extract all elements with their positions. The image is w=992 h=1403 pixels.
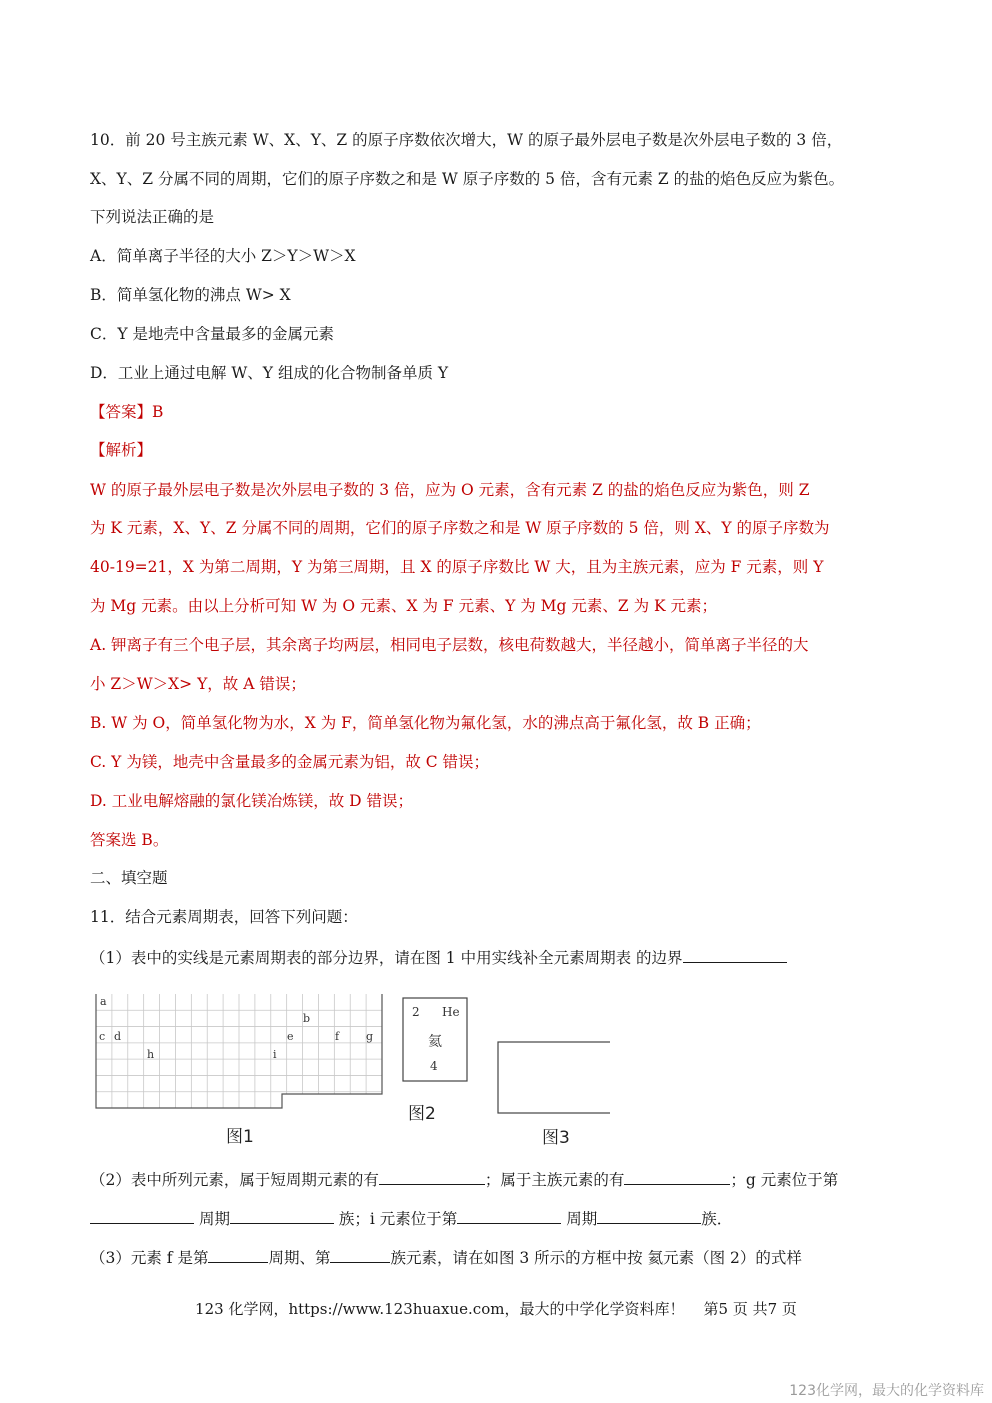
analysis-line-1: W 的原子最外层电子数是次外层电子数的 3 倍，应为 O 元素，含有元素 Z 的盐的焰色反应为紫色，则 Z bbox=[90, 481, 810, 499]
analysis-label: 【解析】 bbox=[90, 441, 153, 459]
answer-blank[interactable] bbox=[379, 1168, 485, 1185]
element-b: b bbox=[303, 1012, 311, 1025]
figure2-caption: 图2 bbox=[408, 1104, 436, 1124]
q11-part2-line2 bbox=[90, 1207, 732, 1229]
analysis-line-10: 答案选 B。 bbox=[90, 831, 169, 849]
analysis-line-8: C. Y 为镁，地壳中含量最多的金属元素为铝，故 C 错误； bbox=[90, 753, 490, 771]
element-g: g bbox=[366, 1030, 374, 1043]
q10-option-d: D．工业上通过电解 W、Y 组成的化合物制备单质 Y bbox=[90, 364, 449, 382]
answer-blank[interactable] bbox=[683, 946, 787, 963]
q11-part2-a: （2）表中所列元素，属于短周期元素的有 bbox=[90, 1171, 379, 1189]
analysis-line-5: A. 钾离子有三个电子层，其余离子均两层，相同电子层数，核电荷数越大，半径越小，简单离子半径的大 bbox=[90, 636, 809, 654]
watermark: 123化学网，最大的化学资料库 bbox=[789, 1383, 984, 1399]
answer-blank[interactable] bbox=[330, 1246, 390, 1263]
footer-page: 第5 页 共7 页 bbox=[703, 1300, 797, 1318]
q11-part2-f: 周期 bbox=[566, 1210, 598, 1228]
analysis-line-6: 小 Z＞W＞X> Y，故 A 错误； bbox=[90, 675, 306, 693]
q10-answer bbox=[90, 402, 163, 422]
element-c: c bbox=[99, 1030, 106, 1043]
answer-box[interactable] bbox=[498, 1042, 610, 1113]
answer-blank[interactable] bbox=[597, 1207, 701, 1224]
answer-blank[interactable] bbox=[208, 1246, 268, 1263]
q11-part2-line1 bbox=[90, 1168, 838, 1190]
q11-part2-b: ；属于主族元素的有 bbox=[484, 1171, 625, 1189]
analysis-line-2: 为 K 元素，X、Y、Z 分属不同的周期，它们的原子序数之和是 W 原子序数的 5 倍，则 X、Y 的原子序数为 bbox=[90, 519, 830, 537]
q11-part2-c: ；g 元素位于第 bbox=[730, 1171, 839, 1189]
q10-stem-line-2: X、Y、Z 分属不同的周期，它们的原子序数之和是 W 原子序数的 5 倍，含有元素 Z 的盐的焰色反应为紫色。 bbox=[90, 170, 845, 188]
answer-blank[interactable] bbox=[230, 1207, 334, 1224]
q11-part3-b: 周期、第 bbox=[268, 1249, 331, 1267]
q11-part2-e: 族；i 元素位于第 bbox=[338, 1210, 458, 1228]
helium-symbol: He bbox=[442, 1005, 460, 1019]
element-d: d bbox=[114, 1030, 122, 1043]
figures-area bbox=[90, 990, 610, 1150]
answer-blank[interactable] bbox=[624, 1168, 730, 1185]
q10-option-c: C．Y 是地壳中含量最多的金属元素 bbox=[90, 325, 335, 343]
figure3-caption: 图3 bbox=[542, 1128, 570, 1148]
figure1-caption: 图1 bbox=[226, 1127, 254, 1147]
figures-svg bbox=[90, 990, 610, 1150]
q10-stem-line-3: 下列说法正确的是 bbox=[90, 208, 215, 226]
q11-part1-text: （1）表中的实线是元素周期表的部分边界，请在图 1 中用实线补全元素周期表 的边界 bbox=[90, 949, 683, 967]
helium-mass: 4 bbox=[430, 1059, 438, 1073]
q11-stem: 11．结合元素周期表，回答下列问题： bbox=[90, 908, 358, 926]
q11-part2-d: 周期 bbox=[198, 1210, 230, 1228]
helium-name: 氦 bbox=[428, 1034, 442, 1050]
section-title: 二、填空题 bbox=[90, 869, 168, 887]
q11-part3 bbox=[90, 1246, 802, 1268]
q10-option-a: A．简单离子半径的大小 Z＞Y＞W＞X bbox=[90, 247, 356, 265]
q11-part3-a: （3）元素 f 是第 bbox=[90, 1249, 209, 1267]
answer-label: 【答案】 bbox=[90, 403, 153, 421]
q10-option-b: B．简单氢化物的沸点 W> X bbox=[90, 286, 291, 304]
element-f: f bbox=[335, 1030, 340, 1043]
figure1-grid bbox=[96, 994, 382, 1108]
element-e: e bbox=[287, 1030, 294, 1043]
analysis-line-7: B. W 为 O，简单氢化物为水，X 为 F，简单氢化物为氟化氢，水的沸点高于氟化氢，故 B 正确； bbox=[90, 714, 761, 732]
q11-part2-g: 族． bbox=[701, 1210, 733, 1228]
helium-number: 2 bbox=[412, 1005, 420, 1019]
footer-text: 123 化学网，https://www.123huaxue.com，最大的中学化学资料库！ bbox=[195, 1300, 685, 1318]
answer-value: B bbox=[152, 403, 164, 421]
element-i: i bbox=[273, 1048, 277, 1061]
answer-blank[interactable] bbox=[457, 1207, 561, 1224]
q10-stem-line-1: 10．前 20 号主族元素 W、X、Y、Z 的原子序数依次增大，W 的原子最外层电子数是次外层电子数的 3 倍， bbox=[90, 131, 843, 149]
analysis-line-9: D. 工业电解熔融的氯化镁冶炼镁，故 D 错误； bbox=[90, 792, 414, 810]
answer-blank[interactable] bbox=[90, 1207, 194, 1224]
q11-part1 bbox=[90, 946, 787, 968]
analysis-line-3: 40-19=21，X 为第二周期，Y 为第三周期，且 X 的原子序数比 W 大，且为主族元素，应为 F 元素，则 Y bbox=[90, 558, 824, 576]
q11-part3-c: 族元素，请在如图 3 所示的方框中按 氦元素（图 2）的式样 bbox=[390, 1249, 802, 1267]
element-h: h bbox=[147, 1048, 155, 1061]
analysis-line-4: 为 Mg 元素。由以上分析可知 W 为 O 元素、X 为 F 元素、Y 为 Mg 元素、Z 为 K 元素； bbox=[90, 597, 718, 615]
page-footer bbox=[0, 1298, 992, 1319]
element-a: a bbox=[100, 995, 107, 1008]
